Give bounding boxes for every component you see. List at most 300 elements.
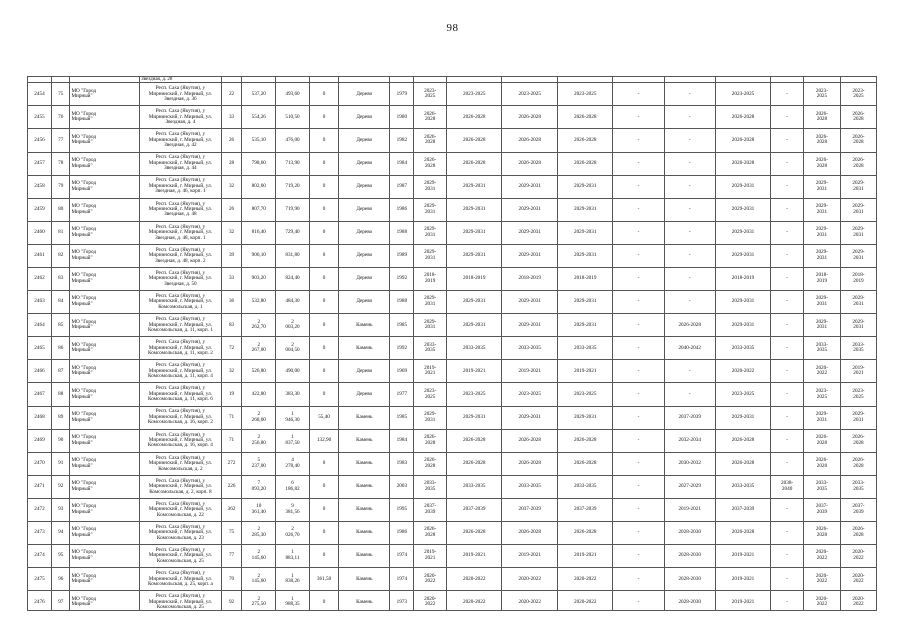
period-cell-9 [803, 175, 840, 198]
period-cell-9-line: 2022 [816, 370, 828, 377]
period-cell-9-line: 2026- [815, 433, 828, 440]
period-cell-10 [840, 129, 876, 152]
period-cell-4: 2026-2028 [557, 429, 613, 452]
period-cell-1-line: 2018- [424, 272, 437, 279]
period-cell-2: 2020-2022 [446, 591, 502, 611]
period-cell-4: 2029-2031 [557, 314, 613, 337]
municipality-cell-line: Мирный" [71, 439, 93, 446]
period-cell-10-line: 2021 [853, 370, 864, 377]
period-cell-10-line: 2031 [853, 254, 864, 261]
total-area-cell [242, 522, 276, 545]
municipality-cell-line: Мирный" [71, 139, 93, 146]
living-area-cell-line: 1 [291, 572, 294, 579]
period-cell-1-line: 2031 [424, 185, 436, 192]
address-cell-line: Мирнинский, г. Мирный, ул. [148, 113, 213, 120]
build-year-cell: 1988 [390, 291, 414, 314]
municipality-cell [70, 337, 140, 360]
period-cell-2: 2026-2028 [446, 129, 502, 152]
period-cell-10-line: 2029- [852, 203, 865, 210]
period-cell-8: - [771, 429, 804, 452]
living-area-cell-line: 1 [291, 595, 294, 602]
period-cell-6: 2026-2028 [664, 314, 715, 337]
period-cell-10-line: 2025 [853, 393, 864, 400]
period-cell-2: 2026-2028 [446, 152, 502, 175]
period-cell-9-line: 2018- [815, 272, 828, 279]
municipality-cell-line: МО "Город [71, 480, 97, 487]
period-cell-9-line: 2020- [815, 549, 828, 556]
period-cell-2: 2018-2019 [446, 268, 502, 291]
period-cell-5: - [613, 498, 664, 521]
period-cell-3: 2026-2028 [502, 452, 558, 475]
period-cell-3: 2023-2025 [502, 83, 558, 106]
period-cell-1-line: 2026- [424, 526, 437, 533]
period-cell-1-line: 2025 [424, 93, 436, 100]
address-cell-line: Комсомольская, д. 2, корп. 8 [149, 488, 212, 495]
period-cell-3: 2026-2028 [502, 152, 558, 175]
total-area-cell: 798,60 [242, 152, 276, 175]
address-cell-line: Респ. Саха (Якутия), у [155, 85, 206, 92]
total-area-cell-line: 2 [257, 595, 261, 602]
wall-material-cell: Дерево [339, 152, 390, 175]
municipality-cell-line: МО "Город [71, 133, 97, 140]
period-cell-2: 2019-2021 [446, 545, 502, 568]
municipality-cell [70, 522, 140, 545]
schedule-table-wrapper [27, 76, 877, 611]
address-cell [140, 498, 222, 521]
table-row [28, 291, 877, 314]
period-cell-4: 2029-2031 [557, 291, 613, 314]
address-cell-line: Комсомольская, д. 11, корп. 1 [148, 326, 213, 333]
period-cell-9-line: 2031 [816, 231, 828, 238]
row-number-cell: 89 [51, 406, 70, 429]
row-number-cell: 90 [51, 429, 70, 452]
municipality-cell-line: Мирный" [71, 208, 93, 215]
address-cell-line: Респ. Саха (Якутия), у [155, 200, 206, 207]
period-cell-10-line: 2029- [852, 249, 865, 256]
total-area-cell: 535,10 [242, 129, 276, 152]
period-cell-10-line: 2029- [852, 295, 865, 302]
municipality-cell [70, 545, 140, 568]
period-cell-4: 2033-2035 [557, 475, 613, 498]
row-number-cell: 85 [51, 314, 70, 337]
row-number-cell: 82 [51, 244, 70, 267]
period-cell-10 [840, 106, 876, 129]
build-year-cell: 1985 [390, 406, 414, 429]
municipality-cell-line: МО "Город [71, 387, 97, 394]
period-cell-10 [840, 406, 876, 429]
period-cell-9 [803, 406, 840, 429]
period-cell-10-line: 2033- [852, 480, 865, 487]
period-cell-6: 2028-2030 [664, 568, 715, 591]
address-cell [140, 175, 222, 198]
period-cell-5: - [613, 429, 664, 452]
municipality-cell [70, 591, 140, 611]
address-cell [140, 429, 222, 452]
address-cell-line: Респ. Саха (Якутия), у [155, 523, 206, 530]
address-cell-line: Респ. Саха (Якутия), у [155, 431, 206, 438]
period-cell-6: 2028-2030 [664, 545, 715, 568]
period-cell-9 [803, 568, 840, 591]
living-area-cell-line: 1 [291, 549, 294, 556]
table-row [28, 360, 877, 383]
period-cell-8: - [771, 244, 804, 267]
municipality-cell-line: Мирный" [71, 301, 93, 308]
period-cell-9 [803, 383, 840, 406]
period-cell-6: 2037-2039 [664, 406, 715, 429]
row-number-cell: 86 [51, 337, 70, 360]
address-cell-line: Звездная, д. 44 [164, 165, 197, 172]
table-row [28, 498, 877, 521]
apartments-cell: 36 [221, 291, 242, 314]
period-cell-3: 2033-2035 [502, 475, 558, 498]
address-cell-line: Мирнинский, г. Мирный, ул. [148, 90, 213, 97]
municipality-cell-line: МО "Город [71, 156, 97, 163]
period-cell-4: 2023-2025 [557, 83, 613, 106]
apartments-cell: 75 [221, 522, 242, 545]
living-area-cell-line: 4 [291, 457, 294, 464]
period-cell-9-line: 2023- [815, 87, 828, 94]
total-area-cell-line: 256,80 [251, 439, 266, 446]
period-cell-10-line: 2031 [853, 324, 864, 331]
period-cell-8: - [771, 198, 804, 221]
period-cell-6: - [664, 221, 715, 244]
period-cell-3: 2026-2028 [502, 129, 558, 152]
period-cell-10-line: 2037- [852, 503, 865, 510]
period-cell-9-line: 2028 [816, 116, 828, 123]
period-cell-1 [414, 406, 447, 429]
period-cell-1-line: 2026- [424, 433, 437, 440]
wall-material-cell: Камень [339, 568, 390, 591]
table-row [28, 83, 877, 106]
period-cell-1-line: 2029- [424, 249, 437, 256]
period-cell-1-line: 2028 [424, 162, 436, 169]
total-area-cell-line: 7 [257, 480, 261, 487]
address-cell-line: Мирнинский, г. Мирный, ул. [148, 552, 213, 559]
row-id-cell: 2465 [28, 337, 52, 360]
total-area-cell: 526,80 [242, 360, 276, 383]
living-area-cell-line: 004,50 [285, 347, 300, 354]
table-row [28, 129, 877, 152]
period-cell-9-line: 2022 [816, 555, 828, 562]
period-cell-6: 2028-2030 [664, 591, 715, 611]
address-cell-line: Мирнинский, г. Мирный, ул. [148, 182, 213, 189]
row-id-cell: 2463 [28, 291, 52, 314]
address-cell-line: Мирнинский, г. Мирный, ул. [148, 413, 213, 420]
wall-material-cell: Камень [339, 314, 390, 337]
apartments-cell: 26 [221, 198, 242, 221]
period-cell-9-line: 2028 [816, 439, 828, 446]
period-cell-10-line: 2020- [852, 549, 865, 556]
address-cell [140, 591, 222, 611]
period-cell-10 [840, 175, 876, 198]
period-cell-1 [414, 175, 447, 198]
address-cell-line: Комсомольская, д. 1 [158, 303, 203, 310]
table-row [28, 452, 877, 475]
nonresidential-area-cell: 0 [309, 83, 338, 106]
period-cell-10-line: 2029- [852, 318, 865, 325]
period-cell-3: 2029-2031 [502, 406, 558, 429]
wall-material-cell: Камень [339, 406, 390, 429]
table-row [28, 244, 877, 267]
address-cell-line: Мирнинский, г. Мирный, ул. [148, 483, 213, 490]
total-area-cell-line: 267,00 [251, 347, 266, 354]
address-cell-line: Комсомольская, д. 23 [156, 534, 204, 541]
period-cell-4: 2033-2035 [557, 337, 613, 360]
total-area-cell: 906,10 [242, 244, 276, 267]
address-cell-line: Мирнинский, г. Мирный, ул. [148, 159, 213, 166]
total-area-cell-line: 145,60 [251, 578, 266, 585]
municipality-cell-line: Мирный" [71, 278, 93, 285]
address-cell-line: Мирнинский, г. Мирный, ул. [148, 252, 213, 259]
address-cell-line: Звездная, д. 4 [165, 119, 196, 126]
municipality-cell-line: МО "Город [71, 226, 97, 233]
period-cell-2: 2020-2022 [446, 568, 502, 591]
living-area-cell: 719,90 [276, 198, 310, 221]
period-cell-10-line: 2026- [852, 156, 865, 163]
period-cell-1-line: 2028 [424, 139, 436, 146]
period-cell-9-line: 2028 [816, 139, 828, 146]
wall-material-cell: Камень [339, 452, 390, 475]
period-cell-9 [803, 337, 840, 360]
period-cell-3: 2029-2031 [502, 175, 558, 198]
period-cell-4: 2029-2031 [557, 221, 613, 244]
total-area-cell-line: 10 [256, 503, 262, 510]
build-year-cell: 1980 [390, 106, 414, 129]
period-cell-5: - [613, 244, 664, 267]
row-number-cell: 88 [51, 383, 70, 406]
wall-material-cell: Камень [339, 522, 390, 545]
address-cell-line: Мирнинский, г. Мирный, ул. [148, 321, 213, 328]
living-area-cell: 476,00 [276, 129, 310, 152]
living-area-cell [276, 314, 310, 337]
address-cell-line: Мирнинский, г. Мирный, ул. [148, 390, 213, 397]
total-area-cell [242, 452, 276, 475]
period-cell-10-line: 2035 [853, 347, 864, 354]
build-year-cell: 1992 [390, 268, 414, 291]
address-cell-line: Респ. Саха (Якутия), у [155, 223, 206, 230]
municipality-cell-line: Мирный" [71, 347, 93, 354]
period-cell-7: 2037-2039 [715, 498, 771, 521]
period-cell-9-line: 2031 [816, 185, 828, 192]
period-cell-9-line: 2031 [816, 301, 828, 308]
address-cell [140, 475, 222, 498]
table-row [28, 522, 877, 545]
row-id-cell: 2457 [28, 152, 52, 175]
period-cell-10 [840, 291, 876, 314]
total-area-cell: 903,20 [242, 268, 276, 291]
wall-material-cell: Дерево [339, 360, 390, 383]
address-cell-line: Звездная, д. 42 [164, 142, 197, 149]
apartments-cell: 32 [221, 360, 242, 383]
period-cell-9 [803, 475, 840, 498]
period-cell-7: 2029-2031 [715, 406, 771, 429]
period-cell-2: 2029-2031 [446, 314, 502, 337]
period-cell-1-line: 2019- [424, 364, 437, 371]
address-cell-line: Комсомольская, д. 25 [156, 557, 204, 564]
period-cell-1 [414, 475, 447, 498]
apartments-cell: 272 [221, 452, 242, 475]
wall-material-cell: Дерево [339, 244, 390, 267]
period-cell-10 [840, 314, 876, 337]
period-cell-3: 2019-2021 [502, 360, 558, 383]
municipality-cell [70, 198, 140, 221]
period-cell-5: - [613, 522, 664, 545]
period-cell-5: - [613, 568, 664, 591]
build-year-cell: 1992 [390, 337, 414, 360]
wall-material-cell: Дерево [339, 175, 390, 198]
living-area-cell: 490,00 [276, 360, 310, 383]
total-area-cell: 802,60 [242, 175, 276, 198]
municipality-cell-line: МО "Город [71, 457, 97, 464]
period-cell-1-line: 2021 [424, 370, 436, 377]
municipality-cell-line: МО "Город [71, 272, 97, 279]
row-id-cell: 2469 [28, 429, 52, 452]
municipality-cell-line: Мирный" [71, 416, 93, 423]
apartments-cell: 77 [221, 545, 242, 568]
total-area-cell [242, 429, 276, 452]
period-cell-6: - [664, 268, 715, 291]
address-cell-line: Комсомольская, д. 11, корп. 6 [148, 396, 213, 403]
living-area-cell [276, 475, 310, 498]
row-id-cell: 2461 [28, 244, 52, 267]
period-cell-3: 2029-2031 [502, 221, 558, 244]
municipality-cell [70, 268, 140, 291]
period-cell-6: - [664, 291, 715, 314]
period-cell-9-line: 2025 [816, 393, 828, 400]
municipality-cell-line: МО "Город [71, 595, 97, 602]
period-cell-1 [414, 152, 447, 175]
living-area-cell: 729,40 [276, 221, 310, 244]
municipality-cell-line: МО "Город [71, 549, 97, 556]
period-cell-9 [803, 314, 840, 337]
nonresidential-area-cell: 0 [309, 452, 338, 475]
address-cell-line: Мирнинский, г. Мирный, ул. [148, 298, 213, 305]
period-cell-5: - [613, 475, 664, 498]
living-area-cell [276, 568, 310, 591]
municipality-cell [70, 175, 140, 198]
apartments-cell: 226 [221, 475, 242, 498]
table-row [28, 568, 877, 591]
municipality-cell [70, 106, 140, 129]
apartments-cell: 72 [221, 337, 242, 360]
living-area-cell [276, 452, 310, 475]
period-cell-7: 2020-2022 [715, 360, 771, 383]
period-cell-10 [840, 268, 876, 291]
address-cell [140, 244, 222, 267]
address-cell-line: Комсомольская, д. 11, корп. 4 [148, 373, 213, 380]
period-cell-1-line: 2019 [424, 278, 436, 285]
apartments-cell: 39 [221, 244, 242, 267]
period-cell-1-line: 2033- [424, 341, 437, 348]
period-cell-8: - [771, 406, 804, 429]
address-cell-line: Респ. Саха (Якутия), у [155, 546, 206, 553]
period-cell-4: 2029-2031 [557, 198, 613, 221]
row-number-cell: 76 [51, 106, 70, 129]
period-cell-5: - [613, 198, 664, 221]
period-cell-7: 2033-2035 [715, 475, 771, 498]
period-cell-3: 2026-2028 [502, 429, 558, 452]
period-cell-9-line: 2020- [815, 572, 828, 579]
total-area-cell [242, 568, 276, 591]
period-cell-5: - [613, 591, 664, 611]
period-cell-9 [803, 152, 840, 175]
total-area-cell: 816,40 [242, 221, 276, 244]
period-cell-10-line: 2031 [853, 301, 864, 308]
period-cell-10-line: 2031 [853, 208, 864, 215]
table-row [28, 475, 877, 498]
period-cell-1-line: 2026- [424, 457, 437, 464]
living-area-cell: 824,40 [276, 268, 310, 291]
total-area-cell [242, 406, 276, 429]
period-cell-7: 2029-2031 [715, 198, 771, 221]
living-area-cell: 831,80 [276, 244, 310, 267]
period-cell-10 [840, 383, 876, 406]
wall-material-cell: Камень [339, 545, 390, 568]
nonresidential-area-cell: 0 [309, 106, 338, 129]
address-cell-line: Респ. Саха (Якутия), у [155, 269, 206, 276]
period-cell-9-line: 2028 [816, 162, 828, 169]
period-cell-9 [803, 591, 840, 611]
period-cell-9-line: 2026- [815, 526, 828, 533]
row-id-cell: 2459 [28, 198, 52, 221]
period-cell-9-line: 2026- [815, 457, 828, 464]
row-number-cell: 77 [51, 129, 70, 152]
municipality-cell-line: МО "Город [71, 318, 97, 325]
total-area-cell-line: 237,00 [251, 462, 266, 469]
period-cell-9-line: 2039 [816, 508, 828, 515]
period-cell-2: 2019-2021 [446, 360, 502, 383]
period-cell-9-line: 2029- [815, 179, 828, 186]
period-cell-1 [414, 429, 447, 452]
row-number-cell: 92 [51, 475, 70, 498]
period-cell-10-line: 2022 [853, 578, 864, 585]
living-area-cell-line: 381,56 [285, 508, 300, 515]
period-cell-8: - [771, 591, 804, 611]
row-number-cell: 87 [51, 360, 70, 383]
period-cell-9-line: 2026- [815, 133, 828, 140]
period-cell-10 [840, 198, 876, 221]
nonresidential-area-cell: 361,50 [309, 568, 338, 591]
period-cell-9-line: 2029- [815, 295, 828, 302]
nonresidential-area-cell: 0 [309, 545, 338, 568]
table-row [28, 591, 877, 611]
period-cell-10-line: 2028 [853, 532, 864, 539]
address-cell-line: Мирнинский, г. Мирный, ул. [148, 598, 213, 605]
total-area-cell: 554,26 [242, 106, 276, 129]
period-cell-9 [803, 268, 840, 291]
period-cell-1-line: 2026- [424, 133, 437, 140]
row-number-cell: 83 [51, 268, 70, 291]
municipality-cell-line: Мирный" [71, 162, 93, 169]
period-cell-4: 2018-2019 [557, 268, 613, 291]
apartments-cell: 19 [221, 383, 242, 406]
address-cell [140, 221, 222, 244]
address-cell-line: Комсомольская, д. 2 [158, 465, 203, 472]
living-area-cell-line: 2 [291, 526, 294, 533]
address-cell-line: Мирнинский, г. Мирный, ул. [148, 575, 213, 582]
period-cell-1-line: 2023- [424, 387, 437, 394]
period-cell-10-line: 2029- [852, 410, 865, 417]
period-cell-8: - [771, 568, 804, 591]
table-body [28, 77, 877, 612]
municipality-cell-line: Мирный" [71, 532, 93, 539]
period-cell-4: 2026-2028 [557, 152, 613, 175]
period-cell-10-line: 2028 [853, 139, 864, 146]
apartments-cell: 28 [221, 152, 242, 175]
address-cell-line: Звездная, д. 48, корп. 1 [155, 234, 206, 241]
period-cell-3: 2019-2021 [502, 545, 558, 568]
period-cell-10-line: 2029- [852, 226, 865, 233]
